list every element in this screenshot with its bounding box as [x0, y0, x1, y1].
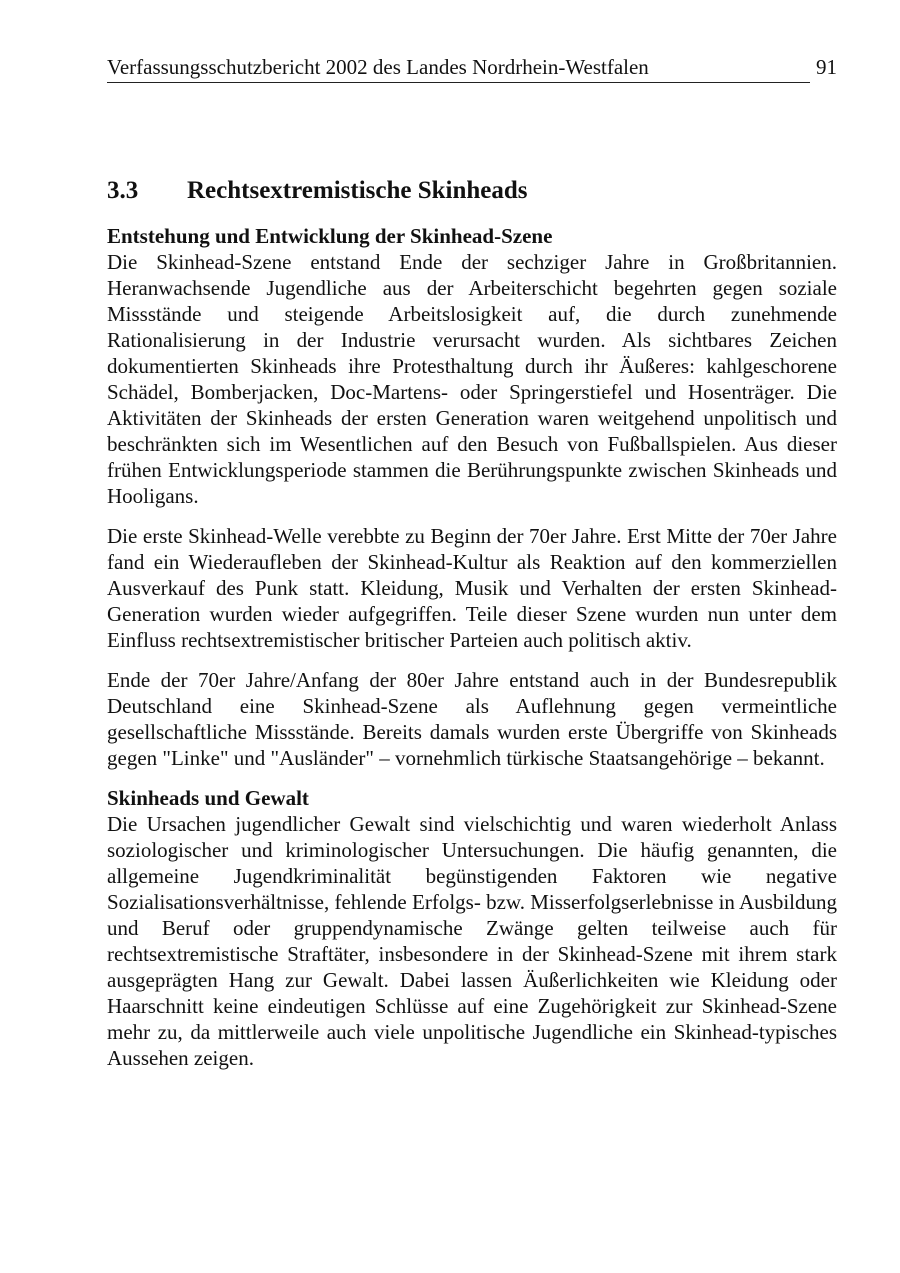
paragraph: Die Skinhead-Szene entstand Ende der sechziger Jahre in Großbritannien. Heranwachsende Jugendliche aus der Arbeiterschicht begehrten gegen soziale Missstände und steigende Arbeitslosigkeit auf, die durch zunehmende Rationalisierung in der Industrie verursacht wurden. Als sichtbares Zeichen dokumentierten Skinheads ihre Protesthaltung durch ihr Äußeres: kahlgeschorene Schädel, Bomberjacken, Doc-Martens- oder Springerstiefel und Hosenträger. Die Aktivitäten der Skinheads der ersten Generation waren weitgehend unpolitisch und beschränkten sich im Wesentlichen auf den Besuch von Fußballspielen. Aus dieser frühen Entwicklungsperiode stammen die Berührungspunkte zwischen Skinheads und Hooligans.	[107, 250, 837, 508]
paragraph: Die Ursachen jugendlicher Gewalt sind vielschichtig und waren wiederholt Anlass soziologischer und kriminologischer Untersuchungen. Die häufig genannten, die allgemeine Jugendkriminalität begünstigenden Faktoren wie negative Sozialisationsverhältnisse, fehlende Erfolgs- bzw. Misserfolgserlebnisse in Ausbildung und Beruf oder gruppendynamische Zwänge gelten teilweise auch für rechtsextremistische Straftäter, insbesondere in der Skinhead-Szene mit ihrem stark ausgeprägten Hang zur Gewalt. Dabei lassen Äußerlichkeiten wie Kleidung oder Haarschnitt keine eindeutigen Schlüsse auf eine Zugehörigkeit zur Skinhead-Szene mehr zu, da mittlerweile auch viele unpolitische Jugendliche ein Skinhead-typisches Aussehen zeigen.	[107, 812, 838, 1070]
section-number: 3.3	[107, 177, 139, 204]
section-heading	[107, 175, 528, 207]
document-body	[107, 223, 837, 1071]
subsection-entstehung	[107, 223, 837, 771]
section-title: Rechtsextremistische Skinheads	[187, 177, 528, 204]
subsection-heading: Skinheads und Gewalt	[107, 786, 309, 810]
header-title: Verfassungsschutzbericht 2002 des Landes Nordrhein-Westfalen	[107, 55, 649, 79]
subsection-gewalt	[107, 785, 837, 1071]
paragraph: Die erste Skinhead-Welle verebbte zu Beginn der 70er Jahre. Erst Mitte der 70er Jahre fand ein Wiederaufleben der Skinhead-Kultur als Reaktion auf den kommerziellen Ausverkauf des Punk statt. Kleidung, Musik und Verhalten der ersten Skinhead-Generation wurden wieder aufgegriffen. Teile dieser Szene wurden nun unter dem Einfluss rechtsextremistischer britischer Parteien auch politisch aktiv.	[107, 524, 837, 652]
paragraph: Ende der 70er Jahre/Anfang der 80er Jahre entstand auch in der Bundesrepublik Deutschland eine Skinhead-Szene als Auflehnung gegen vermeintliche gesellschaftliche Missstände. Bereits damals wurden erste Übergriffe von Skinheads gegen "Linke" und "Ausländer" – vornehmlich türkische Staatsangehörige – bekannt.	[107, 668, 837, 770]
subsection-heading: Entstehung und Entwicklung der Skinhead-Szene	[107, 224, 553, 248]
page-number: 91	[816, 55, 837, 79]
header-rule	[107, 82, 810, 83]
running-header	[107, 54, 837, 84]
